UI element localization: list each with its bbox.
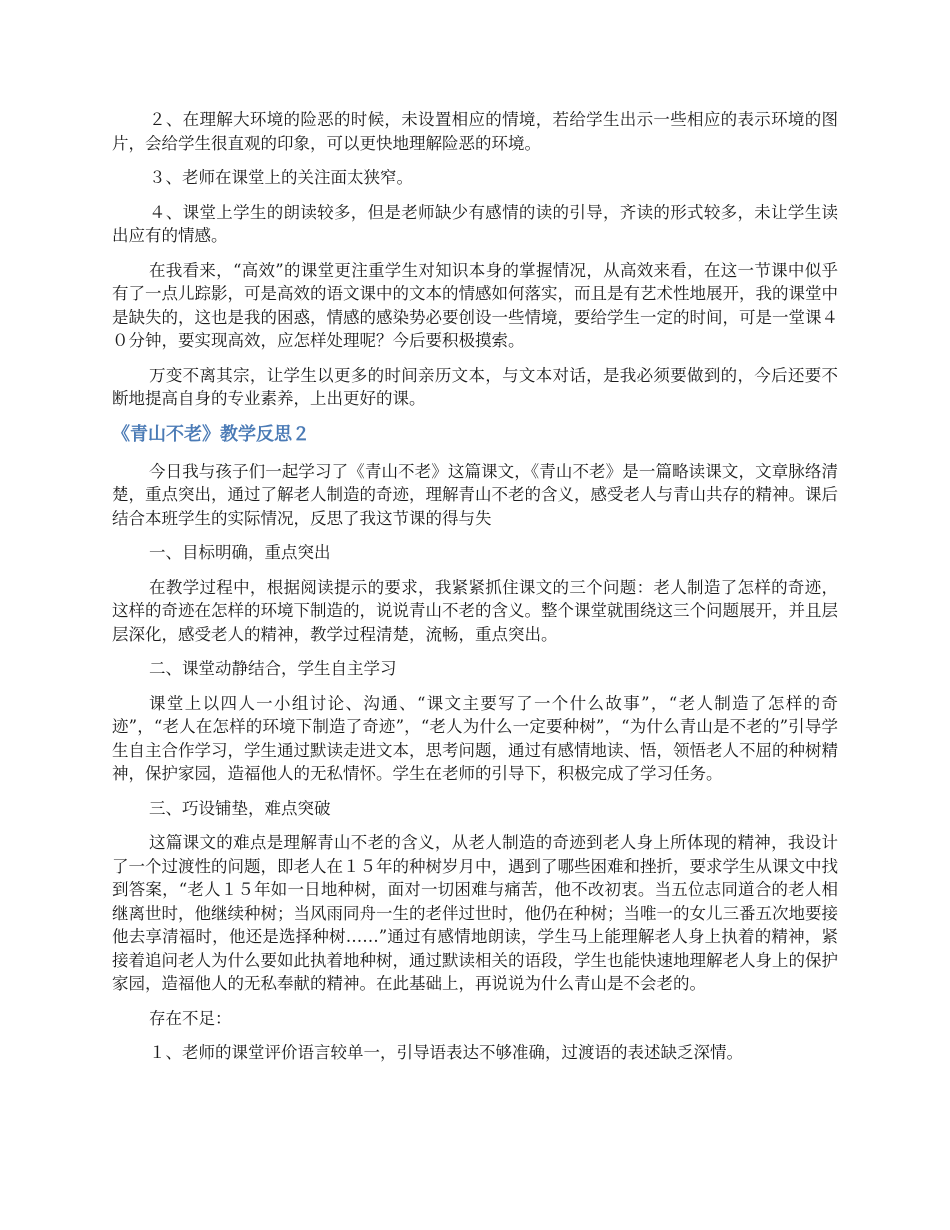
paragraph-point-4: ４、课堂上学生的朗读较多，但是老师缺少有感情的读的引导，齐读的形式较多，未让学生读出应有的情感。 xyxy=(112,202,838,245)
document-page xyxy=(112,108,838,1076)
subheading-goal: 一、目标明确，重点突出 xyxy=(149,543,331,562)
subheading-shortcomings: 存在不足： xyxy=(149,1008,232,1028)
paragraph-conclusion: 万变不离其宗，让学生以更多的时间亲历文本，与文本对话，是我必须要做到的，今后还要不断地提高自身的专业素养，上出更好的课。 xyxy=(112,365,838,408)
paragraph-point-2: ２、在理解大环境的险恶的时候，未设置相应的情境，若给学生出示一些相应的表示环境的图片，会给学生很直观的印象，可以更快地理解险恶的环境。 xyxy=(112,110,838,153)
paragraph-efficiency-reflection: 在我看来，“高效”的课堂更注重学生对知识本身的掌握情况，从高效来看，在这一节课中似乎有了一点儿踪影，可是高效的语文课中的文本的情感如何落实，而且是有艺术性地展开，我的课堂中是缺失的，这也是我的困惑，情感的感染势必要创设一些情境，要给学生一定的时间，可是一堂课４０分钟，要实现高效，应怎样处理呢？今后要积极摸索。 xyxy=(112,260,838,350)
subheading-difficulty: 三、巧设铺垫，难点突破 xyxy=(149,798,331,818)
section-heading: 《青山不老》教学反思２ xyxy=(112,423,310,445)
paragraph-point-3: ３、老师在课堂上的关注面太狭窄。 xyxy=(149,168,413,187)
paragraph-difficulty: 这篇课文的难点是理解青山不老的含义，从老人制造的奇迹到老人身上所体现的精神，我设计了一个过渡性的问题，即老人在１５年的种树岁月中，遇到了哪些困难和挫折，要求学生从课文中找到答案，“老人１５年如一日地种树，面对一切困难与痛苦，他不改初衷。当五位志同道合的老人相继离世时，他继续种树；当风雨同舟一生的老伴过世时，他仍在种树；当唯一的女儿三番五次地要接他去享清福时，他还是选择种树……”通过有感情地朗读，学生马上能理解老人身上执着的精神，紧接着追问老人为什么要如此执着地种树，通过默读相关的语段，学生也能快速地理解老人身上的保护家园，造福他人的无私奉献的精神。在此基础上，再说说为什么青山是不会老的。 xyxy=(112,833,838,993)
paragraph-self-study: 课堂上以四人一小组讨论、沟通、“课文主要写了一个什么故事”，“老人制造了怎样的奇迹”，“老人在怎样的环境下制造了奇迹”，“老人为什么一定要种树”，“为什么青山是不老的”引导学生自主合作学习，学生通过默读走进文本，思考问题，通过有感情地读、悟，领悟老人不屈的种树精神，保护家园，造福他人的无私情怀。学生在老师的引导下，积极完成了学习任务。 xyxy=(112,693,838,783)
paragraph-goal: 在教学过程中，根据阅读提示的要求，我紧紧抓住课文的三个问题：老人制造了怎样的奇迹，这样的奇迹在怎样的环境下制造的，说说青山不老的含义。整个课堂就围绕这三个问题展开，并且层层深化，感受老人的精神，教学过程清楚，流畅，重点突出。 xyxy=(112,577,838,644)
subheading-self-study: 二、课堂动静结合，学生自主学习 xyxy=(149,659,397,678)
paragraph-intro: 今日我与孩子们一起学习了《青山不老》这篇课文，《青山不老》是一篇略读课文，文章脉络清楚，重点突出，通过了解老人制造的奇迹，理解青山不老的含义，感受老人与青山共存的精神。课后结合本班学生的实际情况，反思了我这节课的得与失 xyxy=(112,461,838,528)
paragraph-shortcoming-1: １、老师的课堂评价语言较单一，引导语表达不够准确，过渡语的表述缺乏深情。 xyxy=(149,1043,743,1062)
